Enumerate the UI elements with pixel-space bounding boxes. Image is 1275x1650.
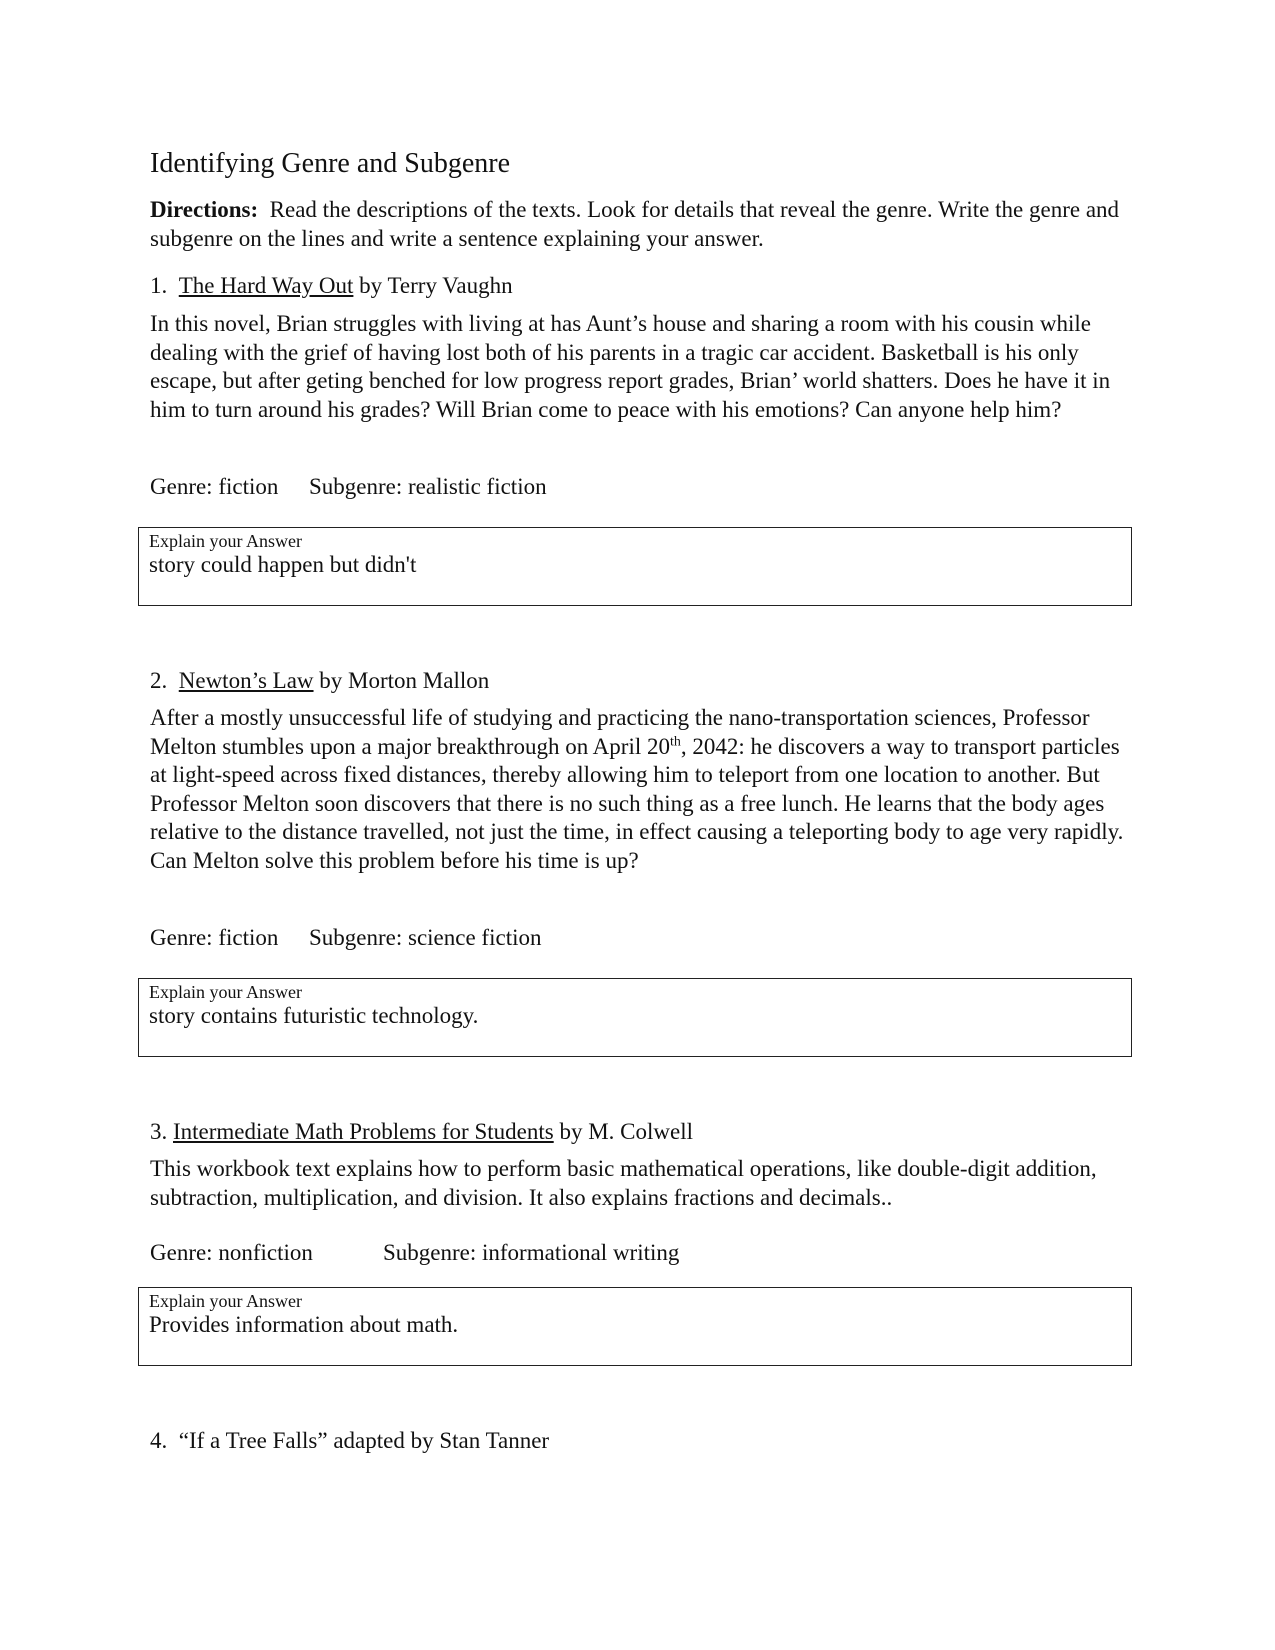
q1-description: In this novel, Brian struggles with living at has Aunt’s house and sharing a room with his cousin while dealing with the grief of having lost both of his parents in a tragic car accident. Basketball is his only escape, but after geting benched for low progress report grades, Brian’ world shatters. Does he have it in him to turn around his grades? Will Brian come to peace with his emotions? Can anyone help him? xyxy=(150,311,1111,422)
q3-number: 3. xyxy=(150,1119,168,1144)
q1-byline: by Terry Vaughn xyxy=(359,273,513,298)
q1-explain-label: Explain your Answer xyxy=(149,531,302,551)
q4-number: 4. xyxy=(150,1428,168,1453)
directions-text: Read the descriptions of the texts. Look for details that reveal the genre. Write the genre and subgenre on the lines and write a sentence explaining your answer. xyxy=(150,197,1120,251)
q4-heading xyxy=(150,1428,549,1454)
q2-description-superscript: th xyxy=(669,733,681,749)
page-title: Identifying Genre and Subgenre xyxy=(150,148,510,179)
q2-byline: by Morton Mallon xyxy=(319,668,490,693)
q1-subgenre: Subgenre: realistic fiction xyxy=(309,474,547,499)
q3-description: This workbook text explains how to perform basic mathematical operations, like double-digit addition, subtraction, multiplication, and division. It also explains fractions and decimals.. xyxy=(150,1156,1097,1210)
q2-answer-text: story contains futuristic technology. xyxy=(149,1003,479,1028)
q2-genre: Genre: fiction xyxy=(150,925,279,950)
q2-answer-box[interactable] xyxy=(138,978,1132,1057)
q3-answer-text: Provides information about math. xyxy=(149,1312,459,1337)
q2-heading xyxy=(150,668,489,694)
q3-heading xyxy=(150,1119,693,1145)
q2-description xyxy=(150,704,1140,876)
directions xyxy=(150,195,1130,253)
q2-description-part2: , 2042: he discovers a way to transport particles at light-speed across fixed distances, thereby allowing him to teleport from one location to another. But Professor Melton soon discovers that there is no such thing as a free lunch. He learns that the body ages relative to the distance travelled, not just the time, in effect causing a teleporting body to age very rapidly. Can Melton solve this problem before his time is up? xyxy=(150,733,1124,873)
q3-book-title: Intermediate Math Problems for Students xyxy=(173,1119,554,1144)
q1-number: 1. xyxy=(150,273,168,298)
q2-number: 2. xyxy=(150,668,168,693)
directions-label: Directions: xyxy=(150,197,259,222)
q3-answer-box[interactable] xyxy=(138,1287,1132,1366)
q2-description-part1: After a mostly unsuccessful life of studying and practicing the nano-transportation sciences, Professor Melton stumbles upon a major breakthrough on April 20 xyxy=(150,705,1090,759)
q3-byline: by M. Colwell xyxy=(559,1119,693,1144)
q4-byline: adapted by Stan Tanner xyxy=(333,1428,550,1453)
q3-explain-label: Explain your Answer xyxy=(149,1291,302,1311)
q4-book-title: “If a Tree Falls” xyxy=(178,1428,328,1453)
q3-genre: Genre: nonfiction xyxy=(150,1240,313,1265)
q2-explain-label: Explain your Answer xyxy=(149,982,302,1002)
q1-genre: Genre: fiction xyxy=(150,474,279,499)
q1-answer-box[interactable] xyxy=(138,527,1132,606)
q3-subgenre: Subgenre: informational writing xyxy=(383,1240,680,1265)
q1-book-title: The Hard Way Out xyxy=(178,273,354,298)
q2-book-title: Newton’s Law xyxy=(178,668,314,693)
q2-subgenre: Subgenre: science fiction xyxy=(309,925,542,950)
q1-heading xyxy=(150,273,513,299)
q1-answer-text: story could happen but didn't xyxy=(149,552,417,577)
